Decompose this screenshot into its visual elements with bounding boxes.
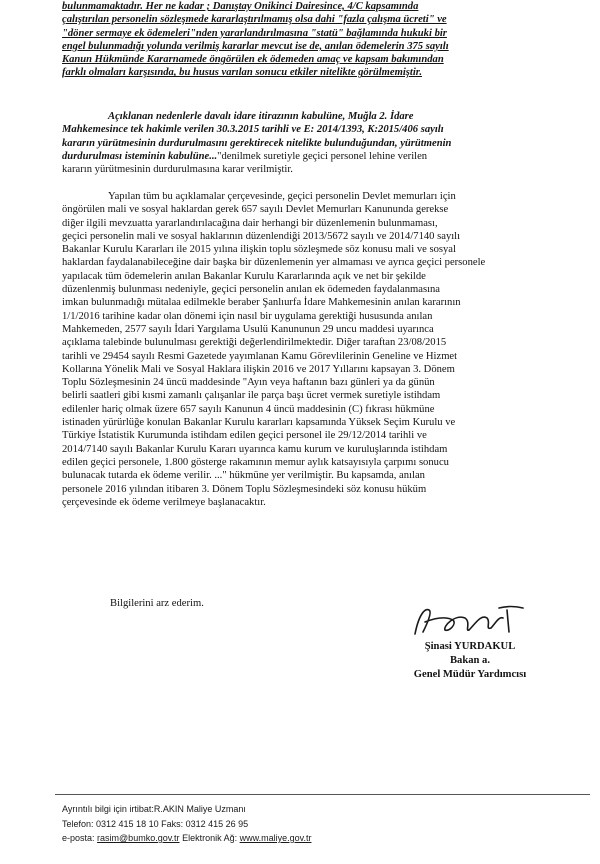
text-line: Kanun Hükmünde Kararnamede öngörülen ek ödemeden amaç ve kapsam bakımından: [62, 54, 444, 66]
text-line: istinaden yürürlüğe konulan Bakanlar Kurulu kararları kapsamında Yüksek Seçim Kurulu ve: [62, 417, 456, 429]
text-line: Türkiye İstatistik Kurumunda istihdam edilen geçici personel ile 29/12/2014 tarihli ve: [62, 430, 427, 442]
website-link[interactable]: www.maliye.gov.tr: [239, 833, 312, 843]
text-line: bulunmamaktadır. Her ne kadar ; Danıştay Onikinci Dairesince, 4/C kapsamında: [62, 1, 419, 12]
contact-prefix: Ayrıntılı bilgi için irtibat:: [62, 804, 154, 814]
network-label: Elektronik Ağ:: [182, 833, 238, 843]
text-line-rest: "denilmek suretiyle geçici personel lehine verilen: [217, 150, 428, 162]
footer-divider: [55, 794, 590, 795]
signatory-role: Bakan a.: [449, 655, 491, 666]
phone-fax: Telefon: 0312 415 18 10 Faks: 0312 415 26 95: [62, 818, 249, 829]
signatory-name: Şinasi YURDAKUL: [424, 641, 516, 652]
contact-footer: [62, 802, 311, 846]
text-line: edilen geçici personele, 1.800 gösterge rakamının memur aylık katsayısıyla çarpımı sonucu: [62, 456, 449, 468]
text-line: belirli saatleri gibi kısmi zamanlı çalışanlar ile parça başı ücret vermek suretiyle istihdam: [62, 390, 441, 402]
text-line: Mahkemeden, 2577 sayılı İdari Yargılama Usulü Kanununun 29 uncu maddesi uyarınca: [62, 323, 434, 335]
contact-person: R.AKIN Maliye Uzmanı: [153, 804, 246, 814]
text-line: 2014/7140 sayılı Bakanlar Kurulu Kararı uyarınca kamu kurum ve kuruluşlarında istihdam: [62, 443, 448, 455]
email-label: e-posta:: [62, 833, 95, 843]
text-line: Mahkemesince tek hakimle verilen 30.3.2015 tarihli ve E: 2014/1393, K:2015/406 sayılı: [62, 124, 444, 136]
text-line: Toplu Sözleşmesinin 24 üncü maddesinde "Ayın veya haftanın bazı günleri ya da günün: [62, 377, 435, 389]
text-line: edilenler hariç olmak üzere 657 sayılı Kanunun 4 üncü maddesinin (C) fıkrası hükmüne: [62, 403, 435, 415]
text-line: çalıştırılan personelin sözleşmede kararlaştırılmamış olsa dahi "fazla çalışma ücreti" ve: [62, 14, 447, 26]
text-line: kararın yürütmesinin durdurulmasını gerektirecek nitelikte bulunduğundan, yürütmenin: [62, 137, 452, 149]
text-line: farklı olmaları karşısında, bu husus varılan sonucu etkiler nitelikte görülmemiştir.: [62, 67, 422, 79]
text-line: bulunacak tutarda ek ödeme verilir. ..." hükmüne yer verilmiştir. Bu kapsamda, anılan: [62, 470, 425, 482]
text-line: düzenlenmiş bulunması nedeniyle, geçici personelin anılan ek ödemeden faydalanmasına: [62, 284, 441, 296]
signatory-title: Genel Müdür Yardımcısı: [413, 669, 527, 680]
closing-greeting: Bilgilerini arz ederim.: [110, 598, 204, 609]
text-line: Açıklanan nedenlerle davalı idare itirazının kabulüne, Muğla 2. İdare: [108, 111, 414, 122]
court-decision-paragraph: [62, 110, 582, 176]
text-line: geçici personelin mali ve sosyal haklarının düzenlendiği 2013/5672 sayılı ve 2014/7140 sayılı: [62, 230, 461, 242]
text-line: diğer ilgili mevzuatta yararlandırılacağına dair herhangi bir düzenlemenin bulunmaması,: [62, 217, 438, 229]
text-line: tarihli ve 29454 sayılı Resmi Gazetede yayımlanan Kamu Görevlilerinin Geneline ve Hizmet: [62, 350, 458, 362]
text-line: çerçevesinde ek ödeme verilmeye başlanacaktır.: [62, 496, 266, 508]
text-line-bold: durdurulması isteminin kabulüne...: [62, 150, 218, 162]
text-line: haklardan faydalanabileceğine dair başka bir düzenlemenin yer almaması ve ayrıca geçici personele: [62, 257, 486, 269]
text-line: Kollarına Yönelik Mali ve Sosyal Haklara ilişkin 2016 ve 2017 Yıllarını kapsayan 3. Dönem: [62, 363, 455, 375]
signature-block: [350, 640, 590, 682]
text-line: yapılacak tüm ödemelerin anılan Bakanlar Kurulu Kararlarında açık ve net bir şekilde: [62, 270, 426, 282]
text-line: personele 2016 yılından itibaren 3. Dönem Toplu Sözleşmesindeki söz konusu hüküm: [62, 483, 427, 495]
text-line: kararın yürütmesinin durdurulmasına karar verilmiştir.: [62, 164, 293, 176]
text-line: Yapılan tüm bu açıklamalar çerçevesinde, geçici personelin Devlet memurları için: [108, 191, 456, 202]
quoted-court-text: [62, 0, 582, 80]
text-line: 1/1/2016 tarihine kadar olan dönemi için nasıl bir uygulama gerektiği hususunda anılan: [62, 310, 433, 322]
evaluation-paragraph: [62, 190, 582, 509]
text-line: açıklama talebinde bulunulması gerektiği değerlendirilmektedir. Diğer taraftan 23/08/2015: [62, 337, 447, 349]
text-line: öngörülen mali ve sosyal haklardan gerek 657 sayılı Devlet Memurları Kanununda gerekse: [62, 204, 449, 216]
handwritten-signature: [395, 600, 545, 642]
text-line: imkan bulunmadığı mütalaa edilmekle beraber Şanlıurfa İdare Mahkemesinin anılan kararının: [62, 297, 461, 309]
text-line: "döner sermaye ek ödemeleri"nden yararlandırılmasına "statü" bağlamında hukuki bir: [62, 27, 447, 39]
text-line: engel bulunmadığı yolunda verilmiş kararlar mevcut ise de, anılan ödemelerin 375 sayılı: [62, 40, 449, 52]
text-line: Bakanlar Kurulu Kararları ile 2015 yılına ilişkin toplu sözleşmede söz konusu mali ve sosyal: [62, 244, 456, 256]
email-link[interactable]: rasim@bumko.gov.tr: [97, 833, 180, 843]
